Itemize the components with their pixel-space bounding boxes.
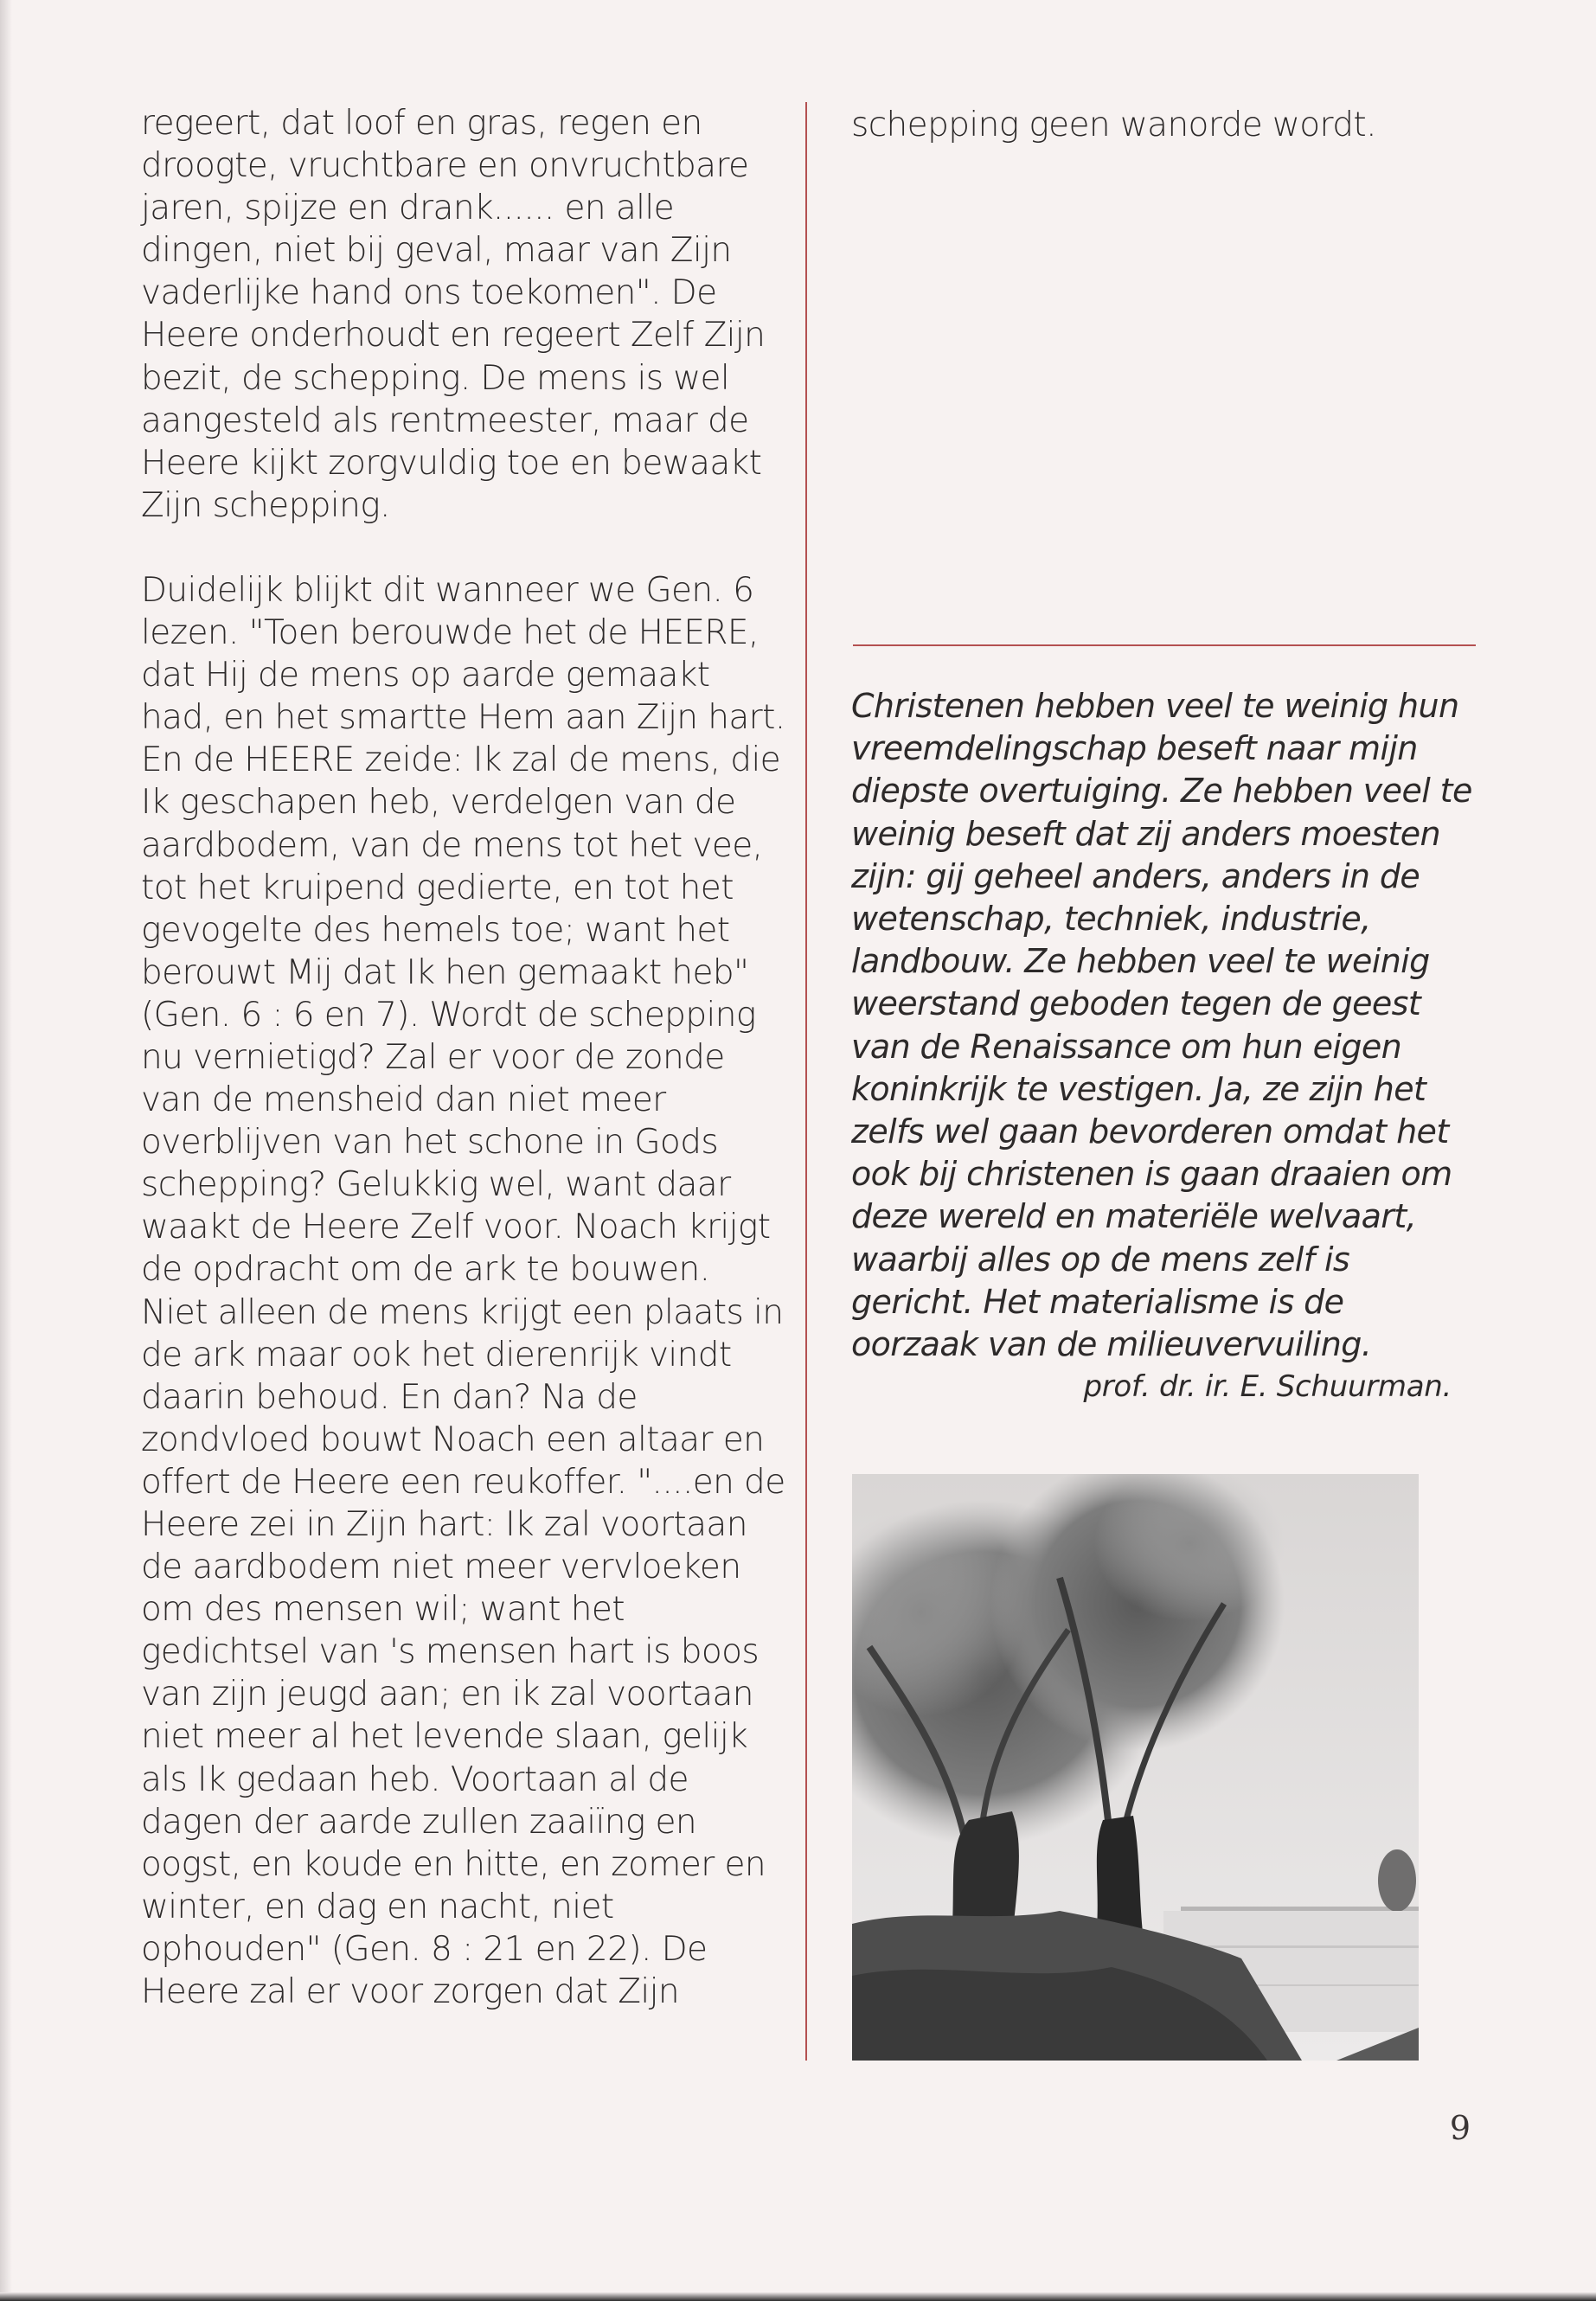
paragraph-2: Duidelijk blijkt dit wanneer we Gen. 6 lezen. "Toen berouwde het de HEERE, dat Hij de mens op aarde gemaakt had, en het smartte Hem aan Zijn hart. En de HEERE zeide: Ik zal de mens, die Ik geschapen heb, verdelgen van de aardbodem, van de mens tot het vee, tot het kruipend gedierte, en tot het gevogelte des hemels toe; want het berouwt Mij dat Ik hen gemaakt heb" (Gen. 6 : 6 en 7). Wordt de schepping nu vernietigd? Zal er voor de zonde van de mensheid dan niet meer overblijven van het schone in Gods schepping? Gelukkig wel, want daar waakt de Heere Zelf voor. Noach krijgt de opdracht om de ark te bouwen. Niet alleen de mens krijgt een plaats in de ark maar ook het dierenrijk vindt daarin behoud. En dan? Na de zondvloed bouwt Noach een altaar en offert de Heere een reukoffer. "....en de Heere zei in Zijn hart: Ik zal voortaan de aardbodem niet meer vervloeken om des mensen wil; want het gedichtsel van 's mensen hart is boos van zijn jeugd aan; en ik zal voortaan niet meer al het levende slaan, gelijk als Ik gedaan heb. Voortaan al de dagen der aarde zullen zaaiïng en oogst, en koude en hitte, en zomer en winter, en dag en nacht, niet ophouden" (Gen. 8 : 21 en 22). De Heere zal er voor zorgen dat Zijn <box>141 570 785 2012</box>
left-column-text <box>141 102 785 2013</box>
quote-attribution: prof. dr. ir. E. Schuurman. <box>1083 1369 1452 1404</box>
pull-quote <box>851 685 1474 1366</box>
column-divider-rule <box>805 102 807 2061</box>
paragraph-1: regeert, dat loof en gras, regen en droogte, vruchtbare en onvruchtbare jaren, spijze en drank...... en alle dingen, niet bij geval, maar van Zijn vaderlijke hand ons toekomen". De Heere onderhoudt en regeert Zelf Zijn bezit, de schepping. De mens is wel aangesteld als rentmeester, maar de Heere kijkt zorgvuldig toe en bewaakt Zijn schepping. <box>141 104 766 525</box>
page-bottom-edge <box>0 2292 1596 2301</box>
right-column-continuation: schepping geen wanorde wordt. <box>851 106 1376 144</box>
page-edge-shadow <box>0 0 12 2301</box>
pull-quote-text: Christenen hebben veel te weinig hun vreemdelingschap beseft naar mijn diepste overtuiging. Ze hebben veel te weinig beseft dat zij anders moesten zijn: gij geheel anders, anders in de wetenschap, techniek, industrie, landbouw. Ze hebben veel te weinig weerstand geboden tegen de geest van de Renaissance om hun eigen koninkrijk te vestigen. Ja, ze zijn het zelfs wel gaan bevorderen omdat het ook bij christenen is gaan draaien om deze wereld en materiële welvaart, waarbij alles op de mens zelf is gericht. Het materialisme is de oorzaak van de milieuvervuiling. <box>851 687 1472 1364</box>
quote-separator-rule <box>853 644 1476 646</box>
willow-trees-photo <box>852 1474 1419 2061</box>
photo-illustration <box>852 1474 1419 2061</box>
page-number: 9 <box>1449 2109 1471 2147</box>
